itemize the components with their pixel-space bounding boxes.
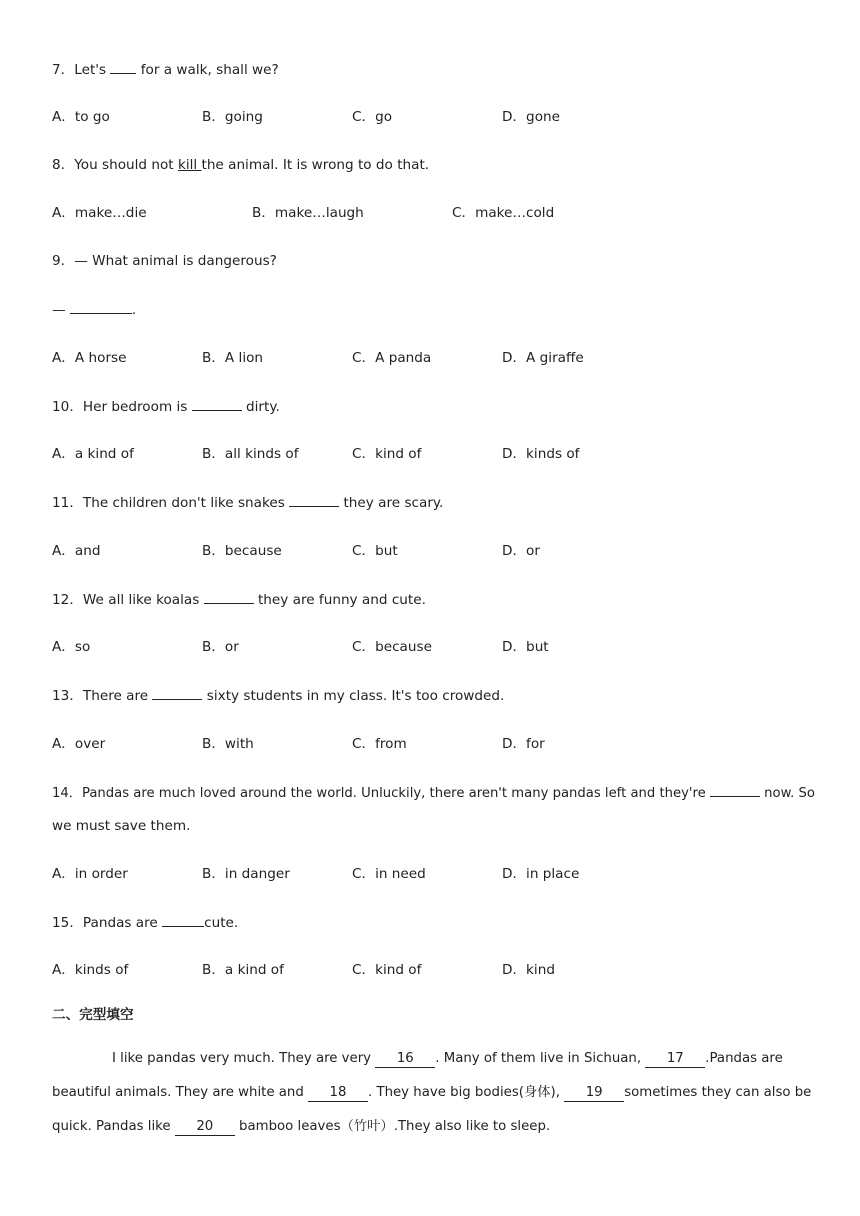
option-b[interactable]: B．in danger — [202, 866, 290, 882]
options-11 — [52, 541, 812, 561]
question-number: 15 — [52, 915, 70, 931]
passage-line-1: I like pandas very much. They are very 16 . Many of them live in Sichuan, 17 .Pandas are — [112, 1051, 783, 1066]
question-13: 13．There are sixty students in my class. It's too crowded. — [52, 685, 504, 706]
options-13 — [52, 734, 812, 754]
underlined-word: kill — [177, 157, 202, 173]
option-c[interactable]: C．kind of — [352, 446, 422, 462]
options-8 — [52, 203, 812, 223]
option-d[interactable]: D．for — [502, 736, 545, 752]
options-12 — [52, 637, 812, 657]
option-d[interactable]: D．gone — [502, 109, 560, 125]
option-c[interactable]: C．kind of — [352, 962, 422, 978]
question-14: 14．Pandas are much loved around the world. Unluckily, there aren't many pandas left and they're now. So — [52, 782, 815, 804]
blank-17[interactable]: 17 — [645, 1051, 705, 1068]
question-number: 14 — [52, 786, 69, 801]
option-c[interactable]: C．from — [352, 736, 407, 752]
options-15 — [52, 960, 812, 980]
options-9 — [52, 348, 812, 368]
option-c[interactable]: C．but — [352, 543, 398, 559]
option-a[interactable]: A．in order — [52, 866, 128, 882]
option-b[interactable]: B．or — [202, 639, 239, 655]
option-a[interactable]: A．a kind of — [52, 446, 134, 462]
option-b[interactable]: B．a kind of — [202, 962, 284, 978]
option-d[interactable]: D．A giraffe — [502, 350, 584, 366]
blank-18[interactable]: 18 — [308, 1085, 368, 1102]
question-8: 8．You should not kill the animal. It is wrong to do that. — [52, 157, 430, 173]
question-14-continued: we must save them. — [52, 818, 191, 834]
options-14 — [52, 864, 812, 884]
question-number: 10 — [52, 399, 70, 415]
option-c[interactable]: C．A panda — [352, 350, 432, 366]
option-b[interactable]: B．all kinds of — [202, 446, 299, 462]
option-c[interactable]: C．in need — [352, 866, 426, 882]
option-d[interactable]: D．kind — [502, 962, 555, 978]
passage-line-2: beautiful animals. They are white and 18 . They have big bodies(身体), 19 sometimes they can also be — [52, 1085, 812, 1100]
option-a[interactable]: A．so — [52, 639, 91, 655]
question-number: 13 — [52, 688, 70, 704]
answer-blank[interactable] — [204, 589, 254, 604]
option-b[interactable]: B．with — [202, 736, 254, 752]
option-a[interactable]: A．and — [52, 543, 101, 559]
question-9: 9．— What animal is dangerous? — [52, 253, 277, 269]
option-a[interactable]: A．kinds of — [52, 962, 129, 978]
options-10 — [52, 444, 812, 464]
question-12: 12．We all like koalas they are funny and cute. — [52, 589, 426, 610]
option-a[interactable]: A．over — [52, 736, 106, 752]
question-number: 9 — [52, 253, 61, 269]
question-number: 8 — [52, 157, 61, 173]
question-7: 7．Let's for a walk, shall we? — [52, 59, 279, 80]
question-11: 11．The children don't like snakes they are scary. — [52, 492, 443, 513]
option-b[interactable]: B．make…laugh — [252, 205, 364, 221]
question-10: 10．Her bedroom is dirty. — [52, 396, 280, 417]
question-15: 15．Pandas are cute. — [52, 912, 238, 933]
option-b[interactable]: B．A lion — [202, 350, 264, 366]
option-d[interactable]: D．kinds of — [502, 446, 580, 462]
option-b[interactable]: B．going — [202, 109, 263, 125]
question-number: 11 — [52, 495, 70, 511]
option-c[interactable]: C．go — [352, 109, 393, 125]
option-c[interactable]: C．because — [352, 639, 432, 655]
answer-blank[interactable] — [70, 299, 132, 314]
option-c[interactable]: C．make…cold — [452, 205, 555, 221]
option-a[interactable]: A．to go — [52, 109, 110, 125]
option-a[interactable]: A．A horse — [52, 350, 127, 366]
answer-line-9: — . — [52, 299, 136, 320]
question-number: 7 — [52, 62, 61, 78]
section-heading: 二、完型填空 — [52, 1007, 134, 1023]
option-d[interactable]: D．or — [502, 543, 540, 559]
passage-line-3: quick. Pandas like 20 bamboo leaves（竹叶）.They also like to sleep. — [52, 1119, 551, 1134]
option-a[interactable]: A．make…die — [52, 205, 147, 221]
option-d[interactable]: D．in place — [502, 866, 580, 882]
blank-20[interactable]: 20 — [175, 1119, 235, 1136]
blank-16[interactable]: 16 — [375, 1051, 435, 1068]
options-7 — [52, 107, 812, 127]
option-b[interactable]: B．because — [202, 543, 282, 559]
cloze-passage — [52, 1042, 812, 1144]
answer-blank[interactable] — [152, 685, 202, 700]
blank-19[interactable]: 19 — [564, 1085, 624, 1102]
answer-blank[interactable] — [110, 59, 136, 74]
answer-blank[interactable] — [162, 912, 204, 927]
question-number: 12 — [52, 592, 70, 608]
answer-blank[interactable] — [710, 782, 760, 797]
answer-blank[interactable] — [192, 396, 242, 411]
option-d[interactable]: D．but — [502, 639, 549, 655]
answer-blank[interactable] — [289, 492, 339, 507]
